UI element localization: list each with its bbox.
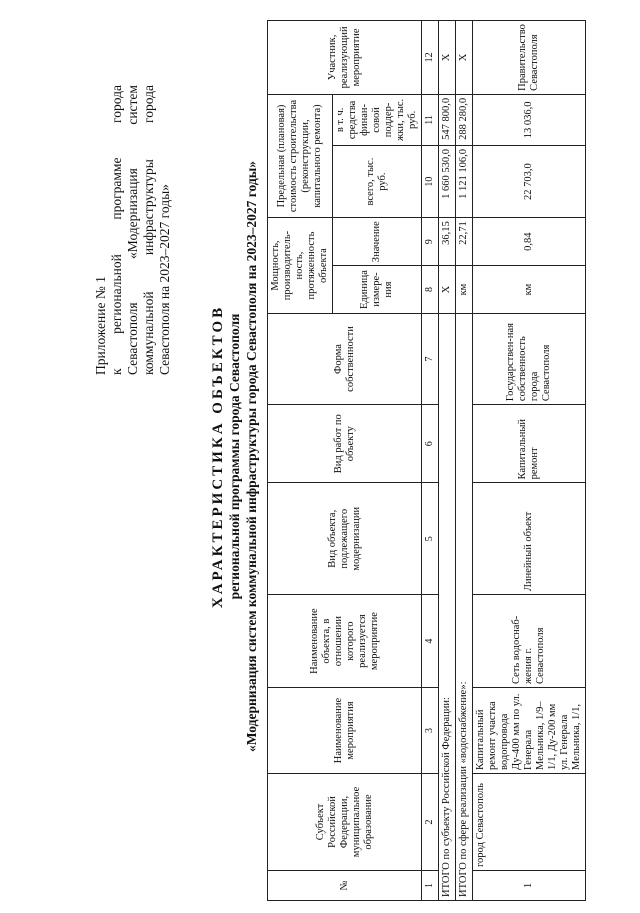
header-work-type: Вид работ по объекту <box>268 405 422 483</box>
header-row <box>268 21 333 901</box>
header-cost-total: всего, тыс. руб. <box>333 145 422 217</box>
total-sector-label: ИТОГО по сфере реализации «водоснабжение»: <box>456 313 473 900</box>
total-sector-support: 288 280,0 <box>456 94 473 145</box>
row-number: 1 <box>473 870 586 900</box>
total-sector-cost: 1 121 106,0 <box>456 145 473 217</box>
row-participant: Правительство Севастополя <box>473 21 586 95</box>
appendix-line <box>125 85 141 375</box>
appendix-word: города <box>141 85 156 123</box>
row-measure: Капитальный ремонт участка водопровода Ду-400 мм по ул. Генерала Мельника, 1/9–1/1, Ду-200 мм ул. Генерала Мельника, 1/1, <box>473 688 586 774</box>
total-subject-cost: 1 660 530,0 <box>439 145 456 217</box>
column-number: 12 <box>422 21 439 95</box>
column-number: 9 <box>422 218 439 266</box>
appendix-word: «Модернизация <box>125 168 140 259</box>
total-subject-label: ИТОГО по субъекту Российской Федерации: <box>439 313 456 900</box>
column-number: 6 <box>422 405 439 483</box>
row-cost-total: 22 703,0 <box>473 145 586 217</box>
row-subject: город Севастополь <box>473 773 586 870</box>
header-object-type: Вид объекта, подлежащего модернизации <box>268 483 422 595</box>
column-number: 5 <box>422 483 439 595</box>
header-value: Значение <box>333 218 422 266</box>
appendix-word: коммунальной <box>141 291 156 375</box>
row-work-type: Капитальный ремонт <box>473 405 586 483</box>
document-heading: ХАРАКТЕРИСТИКА ОБЪЕКТОВ <box>210 304 226 609</box>
total-subject-participant: X <box>439 21 456 95</box>
objects-table <box>267 20 586 901</box>
appendix-word: региональной <box>109 254 124 334</box>
header-subject: Субъект Российской Федерации, муниципальное образование <box>268 773 422 870</box>
row-object-name: Сеть водоснаб-жения г. Севастополя <box>473 595 586 688</box>
total-sector-participant: X <box>456 21 473 95</box>
row-unit: км <box>473 266 586 314</box>
column-number: 1 <box>422 870 439 900</box>
appendix-word: программе <box>109 157 124 220</box>
column-number: 10 <box>422 145 439 217</box>
appendix-word: инфраструктуры <box>141 159 156 256</box>
appendix-word: города <box>109 85 124 123</box>
column-number: 11 <box>422 94 439 145</box>
total-subject-row <box>439 21 456 901</box>
appendix-line: Приложение № 1 <box>93 276 108 375</box>
document-subtitle: региональной программы города Севастополя <box>227 313 242 600</box>
header-ownership: Форма собственности <box>268 313 422 404</box>
appendix-line <box>109 85 125 375</box>
total-sector-unit: км <box>456 266 473 314</box>
row-object-type: Линейный объект <box>473 483 586 595</box>
column-number-row <box>422 21 439 901</box>
header-object-name: Наименование объекта, в отношении которого реализуется мероприятие <box>268 595 422 688</box>
column-number: 2 <box>422 773 439 870</box>
total-sector-value: 22,71 <box>456 218 473 266</box>
row-value: 0,84 <box>473 218 586 266</box>
column-number: 4 <box>422 595 439 688</box>
table-row <box>473 21 586 901</box>
column-number: 7 <box>422 313 439 404</box>
row-ownership: Государствен-ная собственность города Севастополя <box>473 313 586 404</box>
program-title: «Модернизация систем коммунальной инфраструктуры города Севастополя на 2023–2027 годы» <box>244 160 259 753</box>
appendix-line <box>141 85 157 375</box>
header-measure: Наименование мероприятия <box>268 688 422 774</box>
header-no: № <box>268 870 422 900</box>
appendix-word: к <box>109 368 124 375</box>
header-participant: Участник, реализующий мероприятие <box>268 21 422 95</box>
column-number: 8 <box>422 266 439 314</box>
row-cost-support: 13 036,0 <box>473 94 586 145</box>
appendix-line: Севастополя на 2023–2027 годы» <box>157 184 172 375</box>
total-subject-value: 36,15 <box>439 218 456 266</box>
header-cost-support: в т. ч. средства финан-совой поддер-жки, тыс. руб. <box>333 94 422 145</box>
appendix-word: систем <box>125 85 140 125</box>
total-subject-support: 547 800,0 <box>439 94 456 145</box>
appendix-block <box>93 85 173 375</box>
header-cost: Предельная (плановая) стоимость строительства (реконструкции, капитального ремонта) <box>268 94 333 217</box>
header-capacity: Мощность, производитель-ность, протяженность объекта <box>268 218 333 314</box>
header-unit: Единица измере-ния <box>333 266 422 314</box>
total-subject-unit: X <box>439 266 456 314</box>
appendix-word: Севастополя <box>125 302 140 375</box>
total-sector-row <box>456 21 473 901</box>
column-number: 3 <box>422 688 439 774</box>
